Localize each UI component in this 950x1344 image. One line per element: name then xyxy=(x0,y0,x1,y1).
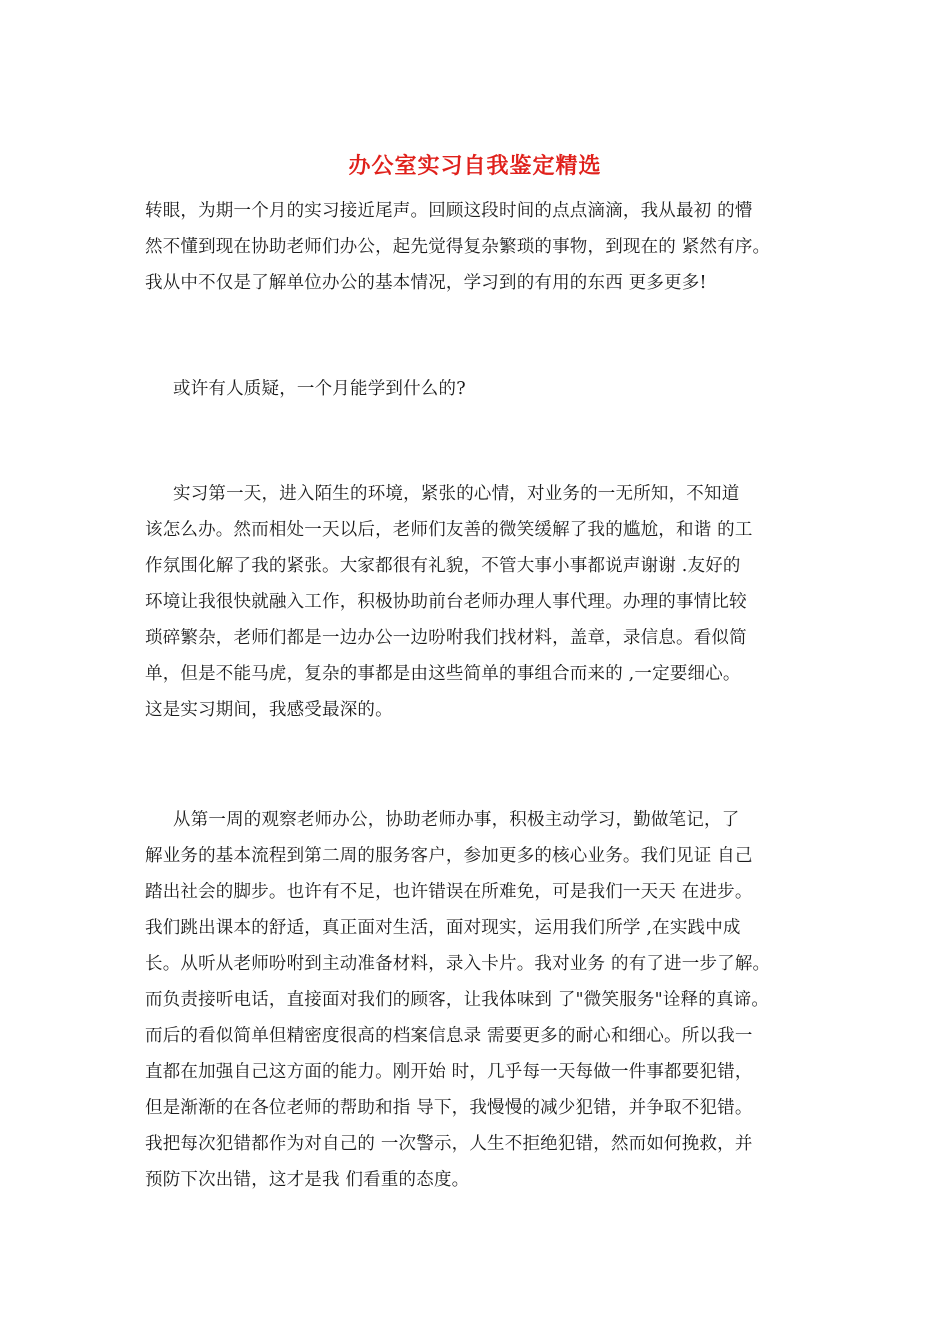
text-line: 从第一周的观察老师办公，协助老师办事，积极主动学习，勤做笔记，了 xyxy=(173,810,740,830)
text-line: 这是实习期间，我感受最深的。 xyxy=(145,700,393,720)
text-line: 而负责接听电话，直接面对我们的顾客，让我体味到 了"微笑服务"诠释的真谛。 xyxy=(145,990,770,1010)
paragraph-question xyxy=(145,371,810,407)
text-line: 该怎么办。然而相处一天以后，老师们友善的微笑缓解了我的尴尬，和谐 的工 xyxy=(145,520,753,540)
text-line: 我从中不仅是了解单位办公的基本情况，学习到的有用的东西 更多更多! xyxy=(145,273,707,293)
text-line: 而后的看似简单但精密度很高的档案信息录 需要更多的耐心和细心。所以我一 xyxy=(145,1026,753,1046)
paragraph-first-day xyxy=(145,476,810,728)
text-line: 转眼，为期一个月的实习接近尾声。回顾这段时间的点点滴滴，我从最初 的懵 xyxy=(145,201,753,221)
paragraph-intro xyxy=(145,193,810,301)
text-line: 实习第一天，进入陌生的环境，紧张的心情，对业务的一无所知，不知道 xyxy=(173,484,740,504)
text-line: 预防下次出错，这才是我 们看重的态度。 xyxy=(145,1170,470,1190)
text-line: 长。从听从老师吩咐到主动准备材料，录入卡片。我对业务 的有了进一步了解。 xyxy=(145,954,771,974)
text-line: 但是渐渐的在各位老师的帮助和指 导下，我慢慢的减少犯错，并争取不犯错。 xyxy=(145,1098,753,1118)
text-line: 或许有人质疑，一个月能学到什么的? xyxy=(173,379,466,399)
text-line: 直都在加强自己这方面的能力。刚开始 时，几乎每一天每做一件事都要犯错， xyxy=(145,1062,753,1082)
text-line: 我们跳出课本的舒适，真正面对生活，面对现实，运用我们所学 ,在实践中成 xyxy=(145,918,741,938)
text-line: 琐碎繁杂，老师们都是一边办公一边吩咐我们找材料，盖章，录信息。看似简 xyxy=(145,628,747,648)
text-line: 作氛围化解了我的紧张。大家都很有礼貌，不管大事小事都说声谢谢 .友好的 xyxy=(145,556,741,576)
text-line: 我把每次犯错都作为对自己的 一次警示，人生不拒绝犯错，然而如何挽救，并 xyxy=(145,1134,753,1154)
paragraph-progress xyxy=(145,802,810,1198)
text-line: 解业务的基本流程到第二周的服务客户，参加更多的核心业务。我们见证 自己 xyxy=(145,846,753,866)
document-title: 办公室实习自我鉴定精选 xyxy=(348,154,602,179)
text-line: 然不懂到现在协助老师们办公，起先觉得复杂繁琐的事物，到现在的 紧然有序。 xyxy=(145,237,771,257)
text-line: 单，但是不能马虎，复杂的事都是由这些简单的事组合而来的 ,一定要细心。 xyxy=(145,664,741,684)
text-line: 环境让我很快就融入工作，积极协助前台老师办理人事代理。办理的事情比较 xyxy=(145,592,747,612)
text-line: 踏出社会的脚步。也许有不足，也许错误在所难免，可是我们一天天 在进步。 xyxy=(145,882,753,902)
